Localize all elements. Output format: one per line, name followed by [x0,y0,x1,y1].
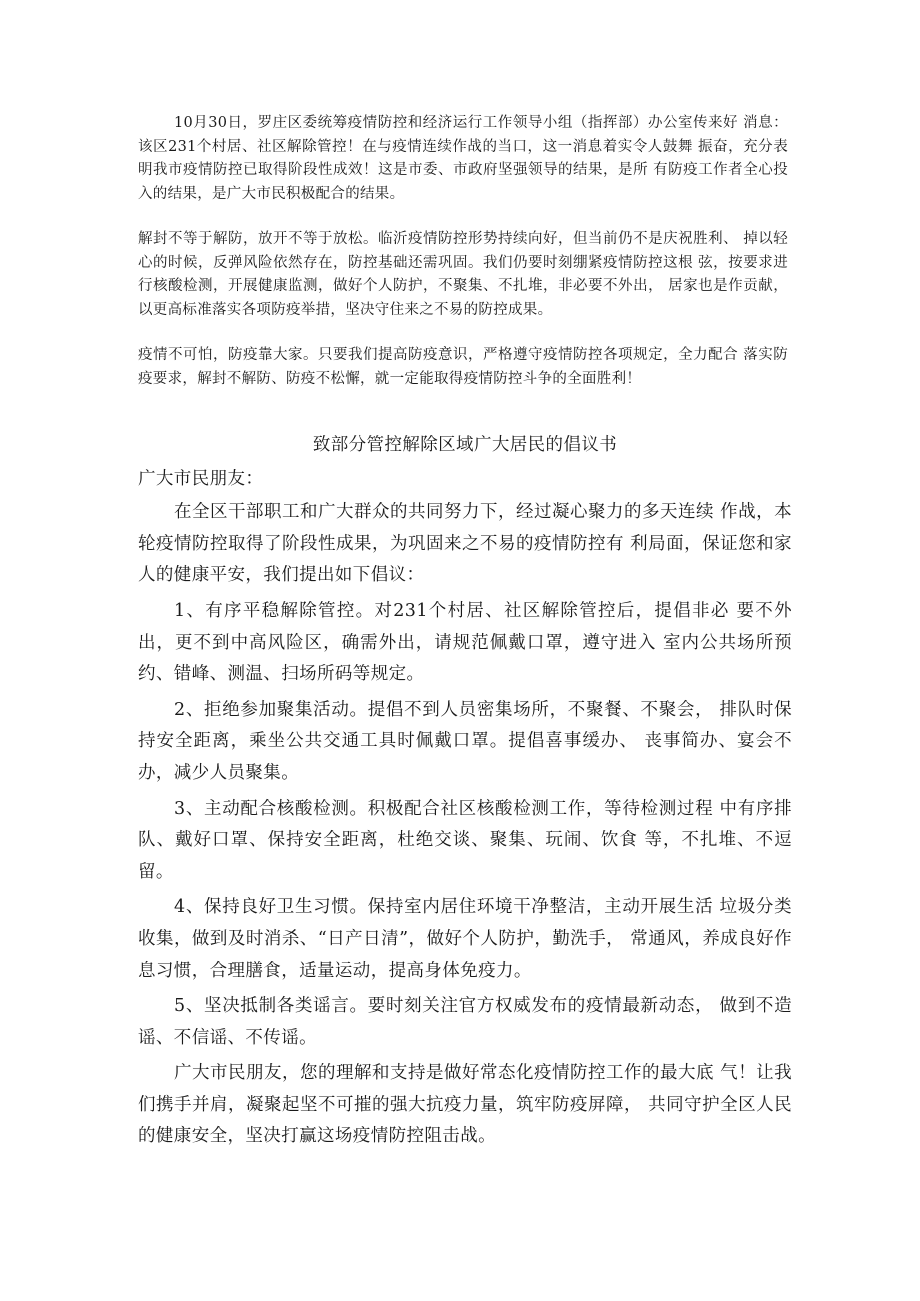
letter-item-4: 4、保持良好卫生习惯。保持室内居住环境干净整洁，主动开展生活 垃圾分类收集，做到及时消杀、“日产日清”，做好个人防护，勤洗手， 常通风，养成良好作息习惯，合理膳食，适量运动，提高身体免疫力。 [138,897,792,981]
letter-item-2: 2、拒绝参加聚集活动。提倡不到人员密集场所，不聚餐、不聚会， 排队时保持安全距离，乘坐公共交通工具时佩戴口罩。提倡喜事缓办、 丧事简办、宴会不办，减少人员聚集。 [138,699,792,783]
letter-greeting: 广大市民朋友： [138,468,264,489]
intro-paragraph-2: 解封不等于解防，放开不等于放松。临沂疫情防控形势持续向好，但当前仍不是庆祝胜利、 掉以轻心的时候，反弹风险依然存在，防控基础还需巩固。我们仍要时刻绷紧疫情防控这根 弦，按要求进行核酸检测，开展健康监测，做好个人防护，不聚集、不扎堆，非必要不外出， 居家也是作贡献，以更高标准落实各项防疫举措，坚决守住来之不易的防控成果。 [138,231,788,318]
letter-title: 致部分管控解除区域广大居民的倡议书 [312,435,618,455]
letter-paragraph-1: 在全区干部职工和广大群众的共同努力下，经过凝心聚力的多天连续 作战，本轮疫情防控取得了阶段性成果，为巩固来之不易的疫情防控有 利局面，保证您和家人的健康平安，我们提出如下倡议： [138,502,792,586]
letter-closing: 广大市民朋友，您的理解和支持是做好常态化疫情防控工作的最大底 气！让我们携手并肩，凝聚起坚不可摧的强大抗疫力量，筑牢防疫屏障， 共同守护全区人民的健康安全，坚决打赢这场疫情防控阻击战。 [138,1063,792,1147]
intro-section [138,112,788,391]
intro-paragraph-1: 10月30日，罗庄区委统筹疫情防控和经济运行工作领导小组（指挥部）办公室传来好 消息：该区231个村居、社区解除管控！在与疫情连续作战的当口，这一消息着实令人鼓舞 振奋，充分表明我市疫情防控已取得阶段性成效！这是市委、市政府坚强领导的结果，是所 有防疫工作者全心投入的结果，是广大市民积极配合的结果。 [138,115,788,202]
letter-item-5: 5、坚决抵制各类谣言。要时刻关注官方权威发布的疫情最新动态， 做到不造谣、不信谣、不传谣。 [138,996,792,1048]
letter-item-3: 3、主动配合核酸检测。积极配合社区核酸检测工作，等待检测过程 中有序排队、戴好口罩、保持安全距离，杜绝交谈、聚集、玩闹、饮食 等，不扎堆、不逗留。 [138,798,792,882]
intro-paragraph-3: 疫情不可怕，防疫靠大家。只要我们提高防疫意识，严格遵守疫情防控各项规定，全力配合 落实防疫要求，解封不解防、防疫不松懈，就一定能取得疫情防控斗争的全面胜利！ [138,347,788,387]
letter-item-1: 1、有序平稳解除管控。对231个村居、社区解除管控后，提倡非必 要不外出，更不到中高风险区，确需外出，请规范佩戴口罩，遵守进入 室内公共场所预约、错峰、测温、扫场所码等规定。 [138,600,792,685]
letter-section [138,430,792,1157]
